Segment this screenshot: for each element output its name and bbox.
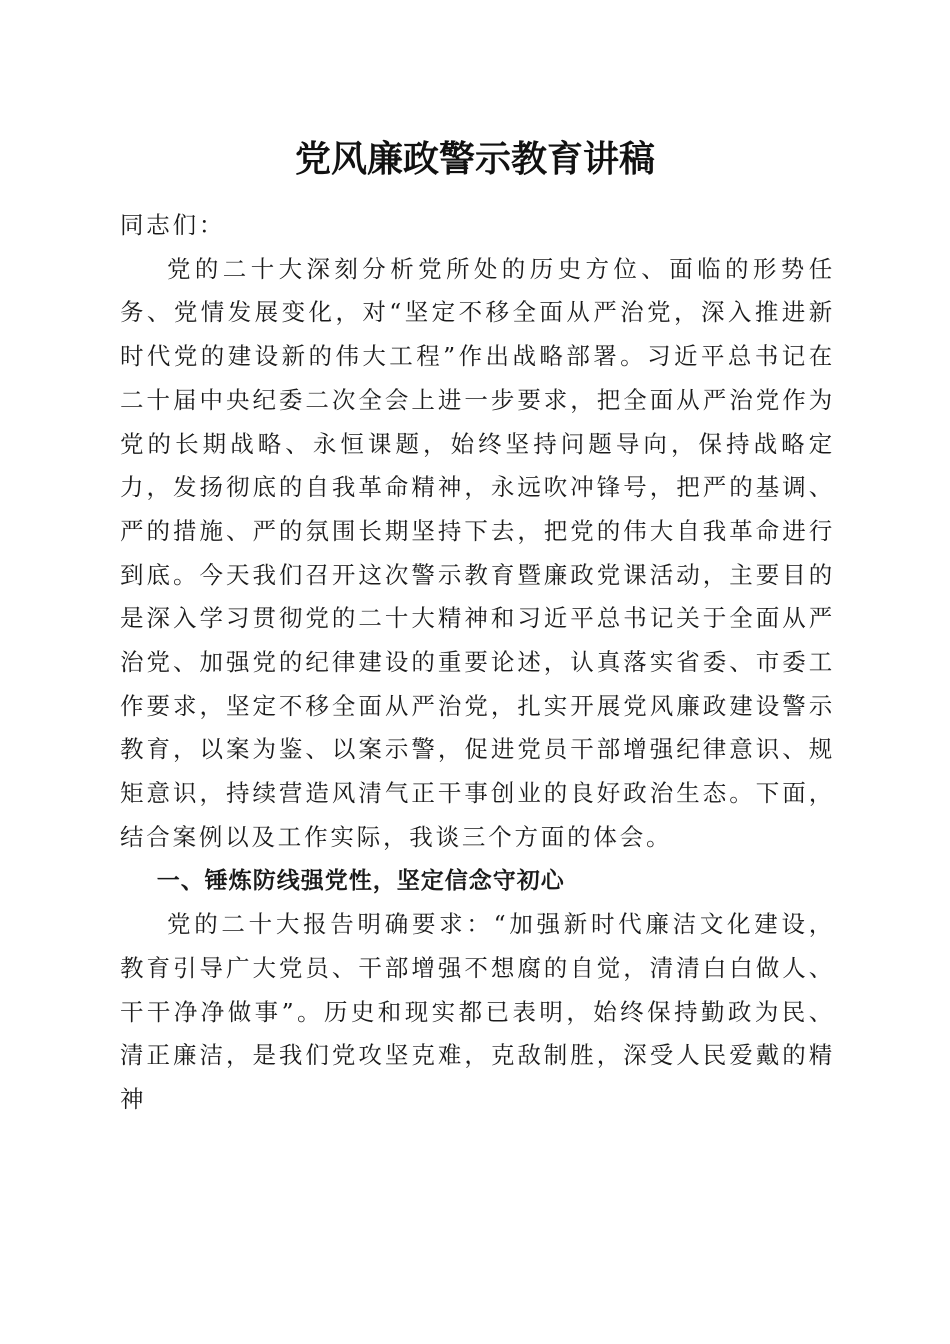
document-body: [120, 204, 835, 1122]
document-title: 党风廉政警示教育讲稿: [294, 138, 655, 180]
section-heading-1: 一、锤炼防线强党性，坚定信念守初心: [156, 867, 565, 894]
salutation: 同志们：: [120, 211, 226, 239]
intro-paragraph: 党的二十大深刻分析党所处的历史方位、面临的形势任务、党情发展变化，对“坚定不移全面从严治党，深入推进新时代党的建设新的伟大工程”作出战略部署。习近平总书记在二十届中央纪委二次全会上进一步要求，把全面从严治党作为党的长期战略、永恒课题，始终坚持问题导向，保持战略定力，发扬彻底的自我革命精神，永远吹冲锋号，把严的基调、严的措施、严的氛围长期坚持下去，把党的伟大自我革命进行到底。今天我们召开这次警示教育暨廉政党课活动，主要目的是深入学习贯彻党的二十大精神和习近平总书记关于全面从严治党、加强党的纪律建设的重要论述，认真落实省委、市委工作要求，坚定不移全面从严治党，扎实开展党风廉政建设警示教育，以案为鉴、以案示警，促进党员干部增强纪律意识、规矩意识，持续营造风清气正干事创业的良好政治生态。下面，结合案例以及工作实际，我谈三个方面的体会。: [120, 254, 835, 851]
section-1-paragraph: 党的二十大报告明确要求：“加强新时代廉洁文化建设，教育引导广大党员、干部增强不想腐的自觉，清清白白做人、干干净净做事”。历史和现实都已表明，始终保持勤政为民、清正廉洁，是我们党攻坚克难，克敌制胜，深受人民爱戴的精神: [120, 910, 835, 1114]
